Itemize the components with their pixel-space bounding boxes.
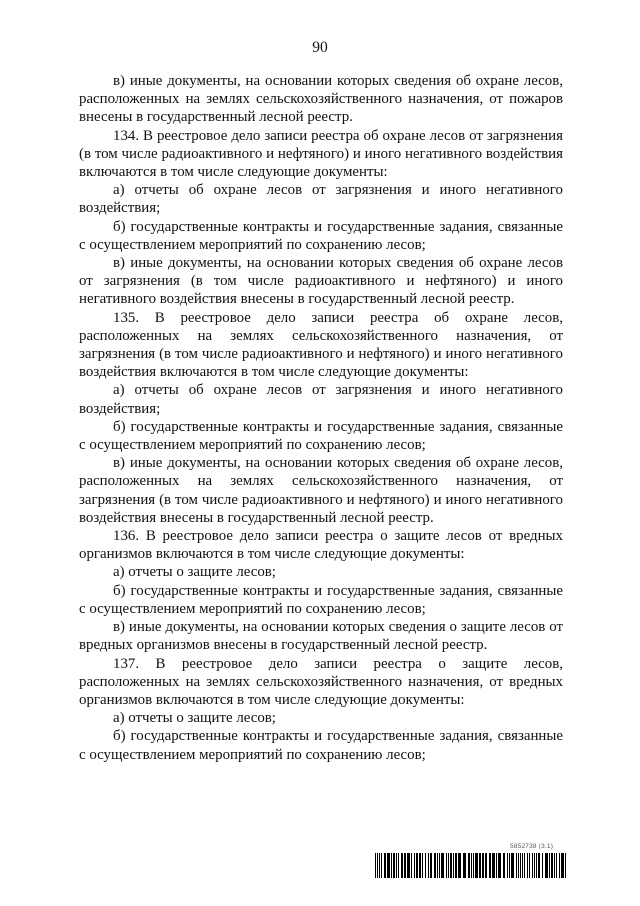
paragraph: б) государственные контракты и государственные задания, связанные с осуществлением мероприятий по сохранению лесов;: [79, 218, 563, 253]
paragraph: а) отчеты об охране лесов от загрязнения и иного негативного воздействия;: [79, 382, 563, 417]
paragraph: в) иные документы, на основании которых сведения о защите лесов от вредных организмов внесены в государственный лесной реестр.: [79, 619, 563, 654]
paragraph: в) иные документы, на основании которых сведения об охране лесов, расположенных на землях сельскохозяйственного назначения, от загрязнения (в том числе радиоактивного и нефтяного) и иного негативного воздействия внесены в государственный лесной реестр.: [79, 455, 563, 526]
document-body: [79, 72, 563, 764]
paragraph: в) иные документы, на основании которых сведения об охране лесов от загрязнения (в том числе радиоактивного и нефтяного) и иного негативного воздействия внесены в государственный лесной реестр.: [79, 255, 563, 308]
paragraph: а) отчеты о защите лесов;: [113, 710, 276, 727]
paragraph: 134. В реестровое дело записи реестра об охране лесов от загрязнения (в том числе радиоактивного и нефтяного) и иного негативного воздействия включаются в том числе следующие документы:: [79, 127, 563, 181]
paragraph: 135. В реестровое дело записи реестра об охране лесов, расположенных на землях сельскохозяйственного назначения, от загрязнения (в том числе радиоактивного и нефтяного) и иного негативного воздействия включаются в том числе следующие документы:: [79, 309, 563, 381]
page-number: 90: [312, 39, 328, 56]
document-code: 5852738 (3.1): [510, 843, 554, 850]
paragraph: а) отчеты об охране лесов от загрязнения и иного негативного воздействия;: [79, 182, 563, 217]
paragraph: 136. В реестровое дело записи реестра о защите лесов от вредных организмов включаются в том числе следующие документы:: [79, 528, 563, 563]
paragraph: б) государственные контракты и государственные задания, связанные с осуществлением мероприятий по сохранению лесов;: [79, 582, 563, 617]
paragraph: 137. В реестровое дело записи реестра о защите лесов, расположенных на землях сельскохозяйственного назначения, от вредных организмов включаются в том числе следующие документы:: [79, 655, 563, 708]
paragraph: б) государственные контракты и государственные задания, связанные с осуществлением мероприятий по сохранению лесов;: [79, 728, 563, 763]
paragraph: б) государственные контракты и государственные задания, связанные с осуществлением мероприятий по сохранению лесов;: [79, 418, 563, 454]
paragraph: в) иные документы, на основании которых сведения об охране лесов, расположенных на землях сельскохозяйственного назначения, от пожаров внесены в государственный лесной реестр.: [79, 73, 563, 126]
barcode-icon: [375, 853, 567, 878]
paragraph: а) отчеты о защите лесов;: [113, 564, 276, 581]
